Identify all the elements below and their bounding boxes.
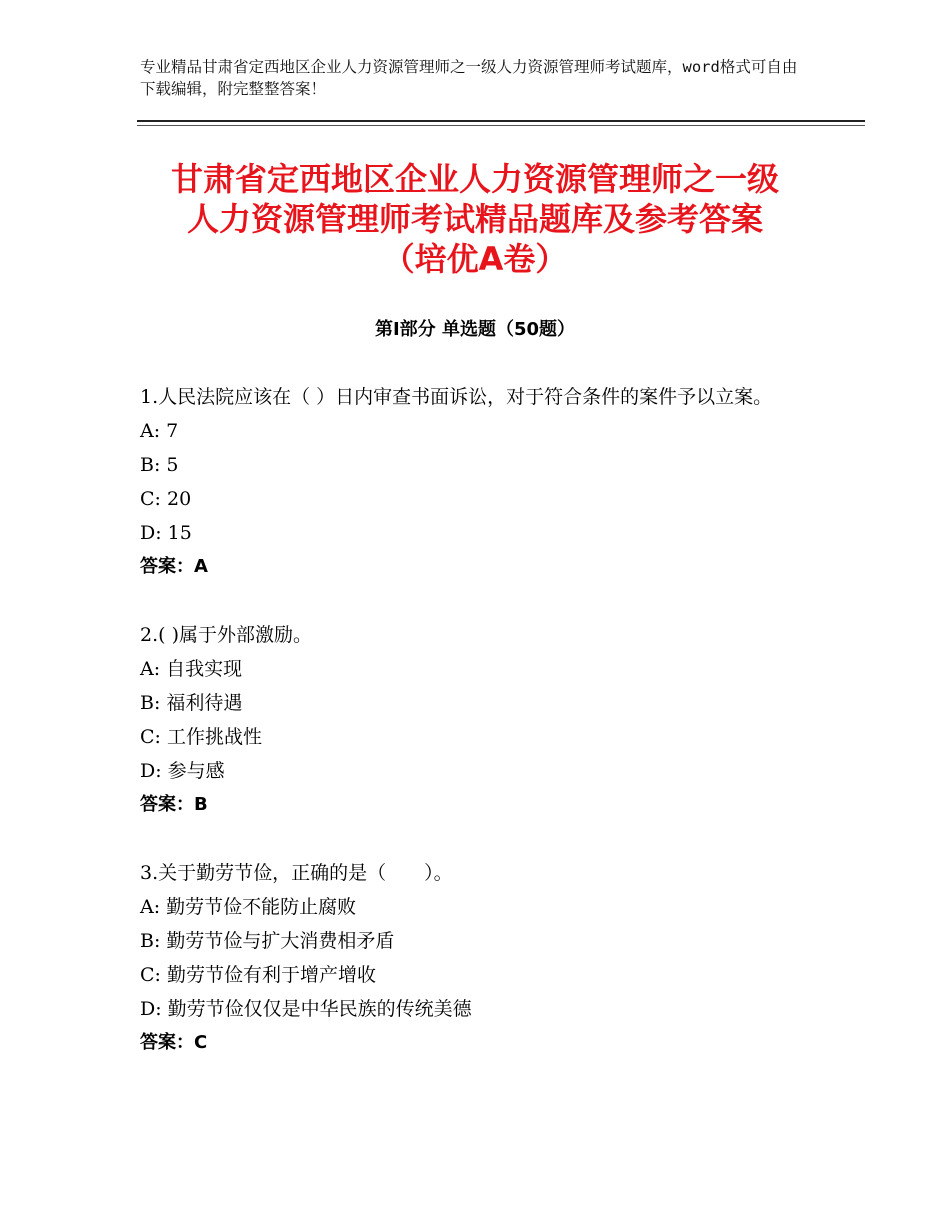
- answer-label: 答案：C: [140, 1032, 208, 1053]
- question-1: [140, 380, 820, 584]
- option-b: B: 福利待遇: [140, 692, 243, 714]
- question-spacer: [140, 822, 820, 856]
- option-b: B: 勤劳节俭与扩大消费相矛盾: [140, 930, 395, 952]
- question-list: [140, 380, 820, 1060]
- title-line-2: 人力资源管理师考试精品题库及参考答案: [186, 200, 763, 238]
- title-line-3: （培优A卷）: [382, 240, 568, 278]
- section-title: 第Ⅰ部分 单选题（50题）: [374, 319, 575, 340]
- option-c: C: 勤劳节俭有利于增产增收: [140, 964, 376, 986]
- answer-label: 答案：B: [140, 794, 208, 815]
- option-c: C: 工作挑战性: [140, 726, 262, 748]
- option-c: C: 20: [140, 488, 192, 510]
- option-d: D: 参与感: [140, 760, 225, 782]
- option-a: A: 勤劳节俭不能防止腐败: [140, 896, 357, 918]
- option-a: A: 自我实现: [140, 658, 243, 680]
- question-stem: 3.关于勤劳节俭，正确的是（ ）。: [140, 862, 453, 884]
- option-b: B: 5: [140, 454, 179, 476]
- document-title: [0, 159, 950, 279]
- header-rule-thick: [137, 120, 865, 122]
- question-stem: 2.( )属于外部激励。: [140, 624, 312, 646]
- question-2: [140, 618, 820, 822]
- header-note: 专业精品甘肃省定西地区企业人力资源管理师之一级人力资源管理师考试题库，word格式可自由下载编辑，附完整整答案！: [140, 58, 798, 98]
- header-rule-thin: [137, 125, 865, 126]
- question-stem: 1.人民法院应该在（ ）日内审查书面诉讼，对于符合条件的案件予以立案。: [140, 386, 773, 408]
- option-d: D: 15: [140, 522, 192, 544]
- option-d: D: 勤劳节俭仅仅是中华民族的传统美德: [140, 998, 472, 1020]
- option-a: A: 7: [140, 420, 179, 442]
- title-line-1: 甘肃省定西地区企业人力资源管理师之一级: [170, 160, 779, 198]
- question-3: [140, 856, 820, 1060]
- question-spacer: [140, 584, 820, 618]
- answer-label: 答案：A: [140, 556, 208, 577]
